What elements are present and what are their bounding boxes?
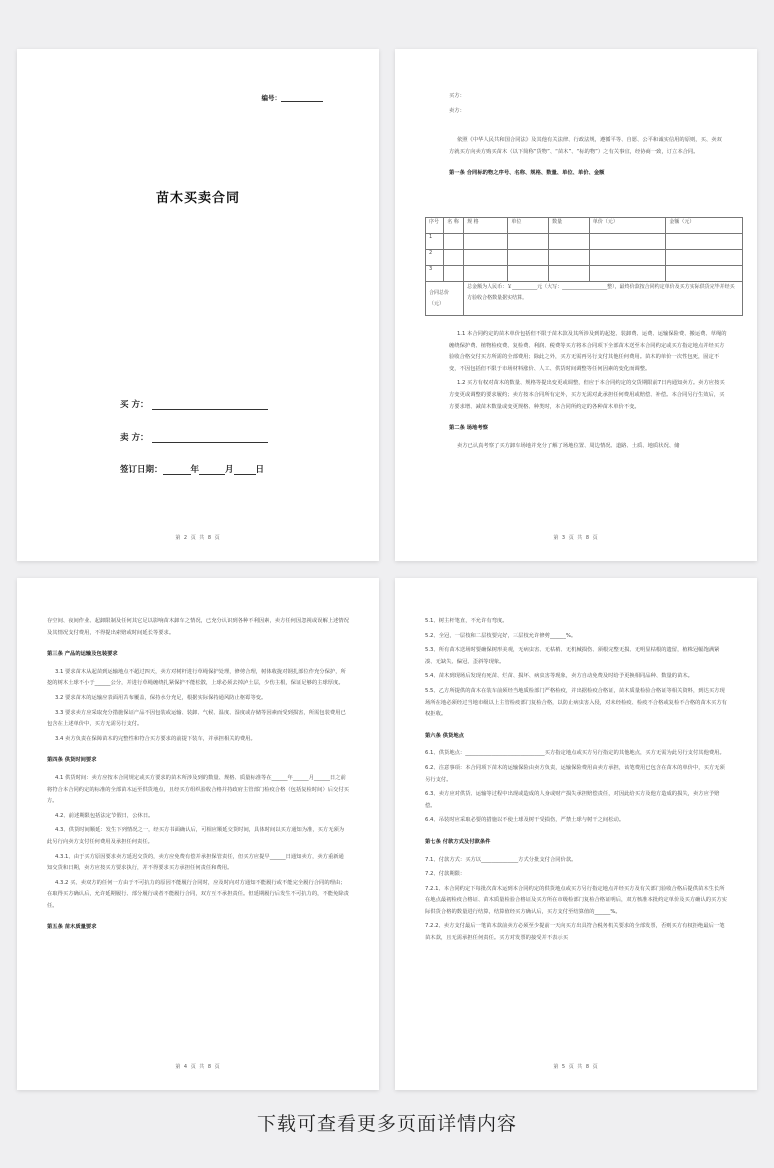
paragraph: 4.1 供货时间：卖方应按本合同规定或买方要求的苗木所涉及到的数量、规格、质量标准等在______年______月______日之前将符合本合同约定的标准的全部苗木运至供货地点，且经买方组织验收合格并持政府主管部门检疫合格（包括复检时间）后交付买方。: [47, 774, 349, 805]
paragraph: 1.2 买方有权对苗木的数量、规格等提出变更或调整，但应于本合同约定的交货期限前7日内通知卖方。卖方应按买方变更或调整的要求履约；卖方按本合同所有定外，买方无需对此承担任何费用或赔偿、补偿。本合同另行生效后，买方要求增、减苗木数量或变更规格、种类时，本合同所约定的各种苗木单价不变。: [449, 380, 725, 410]
page-footer: 第 5 页 共 8 页: [553, 1064, 599, 1070]
article-1-heading: 第一条 合同标的物之序号、名称、规格、数量、单位、单价、金额: [449, 170, 605, 177]
paragraph: 6.2、注意事项：本合同项下苗木的运输保险由卖方负责，运输保险费用由卖方承担，该笔费用已包含在苗木的单价中，买方无须另行支付。: [425, 764, 725, 783]
sign-date-field: 签订日期： 年 月 日: [120, 465, 265, 475]
table-row: [426, 266, 743, 282]
page-title: 苗木买卖合同: [155, 191, 240, 206]
paragraph: 7.1、付款方式：买方以______________方式分批支付合同价款。: [425, 856, 577, 863]
page-footer: 第 2 页 共 8 页: [175, 535, 221, 541]
paragraph: 3.3 要求卖方应采取充分措施保证产品不因包装或运输、装卸、气候、温度、湿度或存储等因素而受到损害，所需包装费用已包含在上述单价中，买方无需另行支付。: [47, 709, 346, 728]
page-body: [425, 616, 727, 948]
paragraph: 3.4 卖方负责在保障苗木的完整性和符合买方要求的前提下装车，并承担相关的费用。: [54, 735, 256, 742]
paragraph: 7.2、付款期限：: [425, 871, 466, 878]
article-3-heading: 第三条 产品的运输及包装要求: [47, 651, 118, 658]
table-header-cell: 金额（元）: [666, 218, 743, 234]
download-caption[interactable]: 下载可查看更多页面详情内容: [256, 1113, 517, 1135]
table-header-cell: 规 格: [464, 218, 508, 234]
paragraph: 4.3、供货时间顺延：发生下列情况之一，经买方书面确认后，可相应顺延交货时间，具体时间以买方通知为准，买方无须为此另行向卖方支付任何费用及承担任何责任。: [47, 827, 345, 845]
table-header-cell: 数量: [549, 218, 590, 234]
total-text: 总金额为人民币：￥__________元（大写：__________________整），最终价款按合同约定单价及买方实际供货完毕并经买方验收合格数量据实结算。: [464, 282, 743, 316]
paragraph: 4.3.2 买、卖双方的任何一方由于不可抗力的原因不能履行合同时，应及时向对方通知不能履行或不能完全履行合同的理由；在取得买方确认后，允许延期履行、部分履行或者不能履行合同，双方互不承担责任。但延期履行后发生不可抗力的，不能免除责任。: [47, 879, 349, 909]
document-page-3: [17, 578, 379, 1090]
watermark: [91, 489, 110, 514]
document-page-2: [395, 49, 757, 561]
paragraph: 3.2 要求苗木的运输应表面用苫布覆盖，保持水分充足，根据实际保持通风防止枢霉等变。: [54, 694, 267, 701]
table-header-cell: 单价（元）: [589, 218, 666, 234]
article-6-heading: 第六条 供货地点: [425, 732, 464, 739]
page-footer: 第 4 页 共 8 页: [175, 1064, 221, 1070]
row-number: 2: [426, 250, 444, 266]
table-header-cell: 序号: [426, 218, 444, 234]
intro-paragraph: 依照《中华人民共和国合同法》及其他有关法律、行政法规，遵循平等、自愿、公平和诚实信用的原则，买、卖双方就买方向卖方购买苗木（以下简称“货物”、“苗木”、“标的物”）之有关事宜，经协商一致，订立本合同。: [449, 137, 722, 155]
table-header-cell: 单位: [508, 218, 549, 234]
goods-table: [425, 217, 743, 316]
paragraph: 7.2.2、卖方支付最后一笔苗木款前卖方必须至少提前一天向买方出具符合税务机关要求的全部发票，否则买方有权拒绝最后一笔苗木款，且无需承担任何责任。买方对发票的接受并不表示买: [425, 923, 725, 942]
paragraph: 3.1 要求苗木从起苗到运输地点不超过四天，卖方对树杆进行草绳保护处理，修剪合理，树体收拢对钢扎部位作充分保护，所挖的树木土球不小于______公分，并进行草绳缠绕扎紧保护不能松散，上球必须去掉泸土层，少伤主根，保证足够的主球厚度。: [47, 668, 346, 687]
table-header-row: [426, 218, 743, 234]
article-5-heading: 第五条 苗木质量要求: [47, 924, 97, 931]
seller-line: 卖方：: [449, 107, 465, 114]
paragraph: 4.2、前述期限包括法定节假日，公休日。: [54, 812, 154, 819]
table-header-cell: 名 称: [444, 218, 464, 234]
table-row: [426, 234, 743, 250]
paragraph: 5.5、乙方所提供的苗木在装车前须经当地质检部门严格检疫，并出据检疫合格证，苗木质量检验合格证等相关资料，到达买方现场所在地必须经过当地市级以上主管检疫部门复检合格，以防止病虫害入侵，对未经检疫、检疫不合格或复检不合格的苗木买方有权拒收。: [425, 687, 727, 718]
paragraph: 5.4、苗木到现场后发现有死苗、烂苗、损坏、病虫害等现象，卖方自动免费及时给予更换相同品种、数量的苗木。: [425, 673, 693, 680]
page-body: [47, 616, 349, 940]
contract-number: 编号：: [262, 93, 324, 102]
paragraph: 卖方已认真考察了买方卸车场地并充分了解了场地位置、周边情况、道路、土质、地质状况、储: [456, 442, 680, 449]
paragraph: 6.4、吊装时应采取必要的措施以不使土球及树干受损伤，严禁土球与树干之间松动。: [425, 817, 625, 824]
document-page-4: [395, 578, 757, 1090]
row-number: 1: [426, 234, 444, 250]
document-page-cover: [17, 49, 379, 561]
paragraph: 存空间、夜间作业、起卸限制及任何其它足以影响苗木卸车之情况，已充分认识到各种不利因素，卖方任何因忽视或误解上述情况及其情况支付费用，不得提出索赔或时间延长等要求。: [47, 618, 349, 636]
parties: [449, 91, 727, 120]
paragraph: 4.3.1、由于买方原因要求卖方延迟交货的，卖方应免费有偿并承担保管责任，但买方应提早______日通知卖方，卖方重新通知交货和日期，卖方应按买方要求执行，并不得要求买方承担任何责任和费用。: [47, 853, 344, 872]
seller-field: 卖 方：: [120, 431, 268, 443]
article-4-heading: 第四条 供货时间要求: [47, 757, 97, 764]
table-row: [426, 250, 743, 266]
article-7-heading: 第七条 付款方式及付款条件: [425, 838, 491, 845]
paragraph: 5.1、树主杆笔直，不允许有弯度。: [425, 618, 508, 624]
buyer-line: 买方：: [449, 93, 465, 99]
page-footer: 第 3 页 共 8 页: [553, 535, 599, 541]
article-2-heading: 第二条 场地考察: [449, 425, 488, 432]
paragraph: 5.2、全冠，一层枝和二层枝要完好，三层枝允许修剪______%。: [425, 632, 577, 639]
intro-block: [449, 135, 727, 186]
article-1-body: [449, 329, 727, 455]
paragraph: 5.3、所有苗木送场时要确保树形美观，无病虫害、无枯梢、无机械损伤、须根完整无损、无明显枯根的遗留，植株冠幅饱满紧凑、无缺失、偏冠、歪斜等现象。: [425, 647, 720, 665]
buyer-field: 买 方：: [120, 398, 268, 410]
row-number: 3: [426, 266, 444, 282]
paragraph: 6.1、供货地点：______________________________买方指定地点或买方另行指定的其他地点，买方无需为此另行支付其他费用。: [425, 750, 725, 757]
paragraph: 6.3、卖方应对供货、运输等过程中出现或造成的人身或财产损失承担赔偿责任，对因此给买方及他方造成的损失，卖方应予赔偿。: [425, 791, 720, 809]
paragraph: 1.1 本合同约定的苗木单价包括但不限于苗木款及其所涉及到的起挖、装卸费、运费、运输保险费、搬运费、草绳的缠绕保护费、植物检疫费、复检费、利润、税费等买方将本合同项下全部苗木送至本合同约定或买方指定地点并经买方验收合格交付买方所需的全部费用；除此之外，买方无需再另行支付其他任何费用。苗木的单价一次性包死，固定不变，不因包括但不限于市场材料涨价、人工、供货时间调整等任何因素的变化而调整。: [449, 331, 727, 372]
total-label: 合同总价（元）: [426, 282, 464, 316]
table-total-row: [426, 282, 743, 316]
paragraph: 7.2.1、本合同约定下每批次苗木运到本合同约定的供货地点或买方另行指定地点并经买方及有关部门验收合格后提供苗木生长所在地点最初检疫合格证、苗木质量检验合格证及买方所在市级检部门复检合格证明后，双方核准本批约定单价及买方确认的买方实际供货合格的数量进行结算，结算值经买方确认后，买方支付至结算值的______%。: [425, 885, 727, 915]
